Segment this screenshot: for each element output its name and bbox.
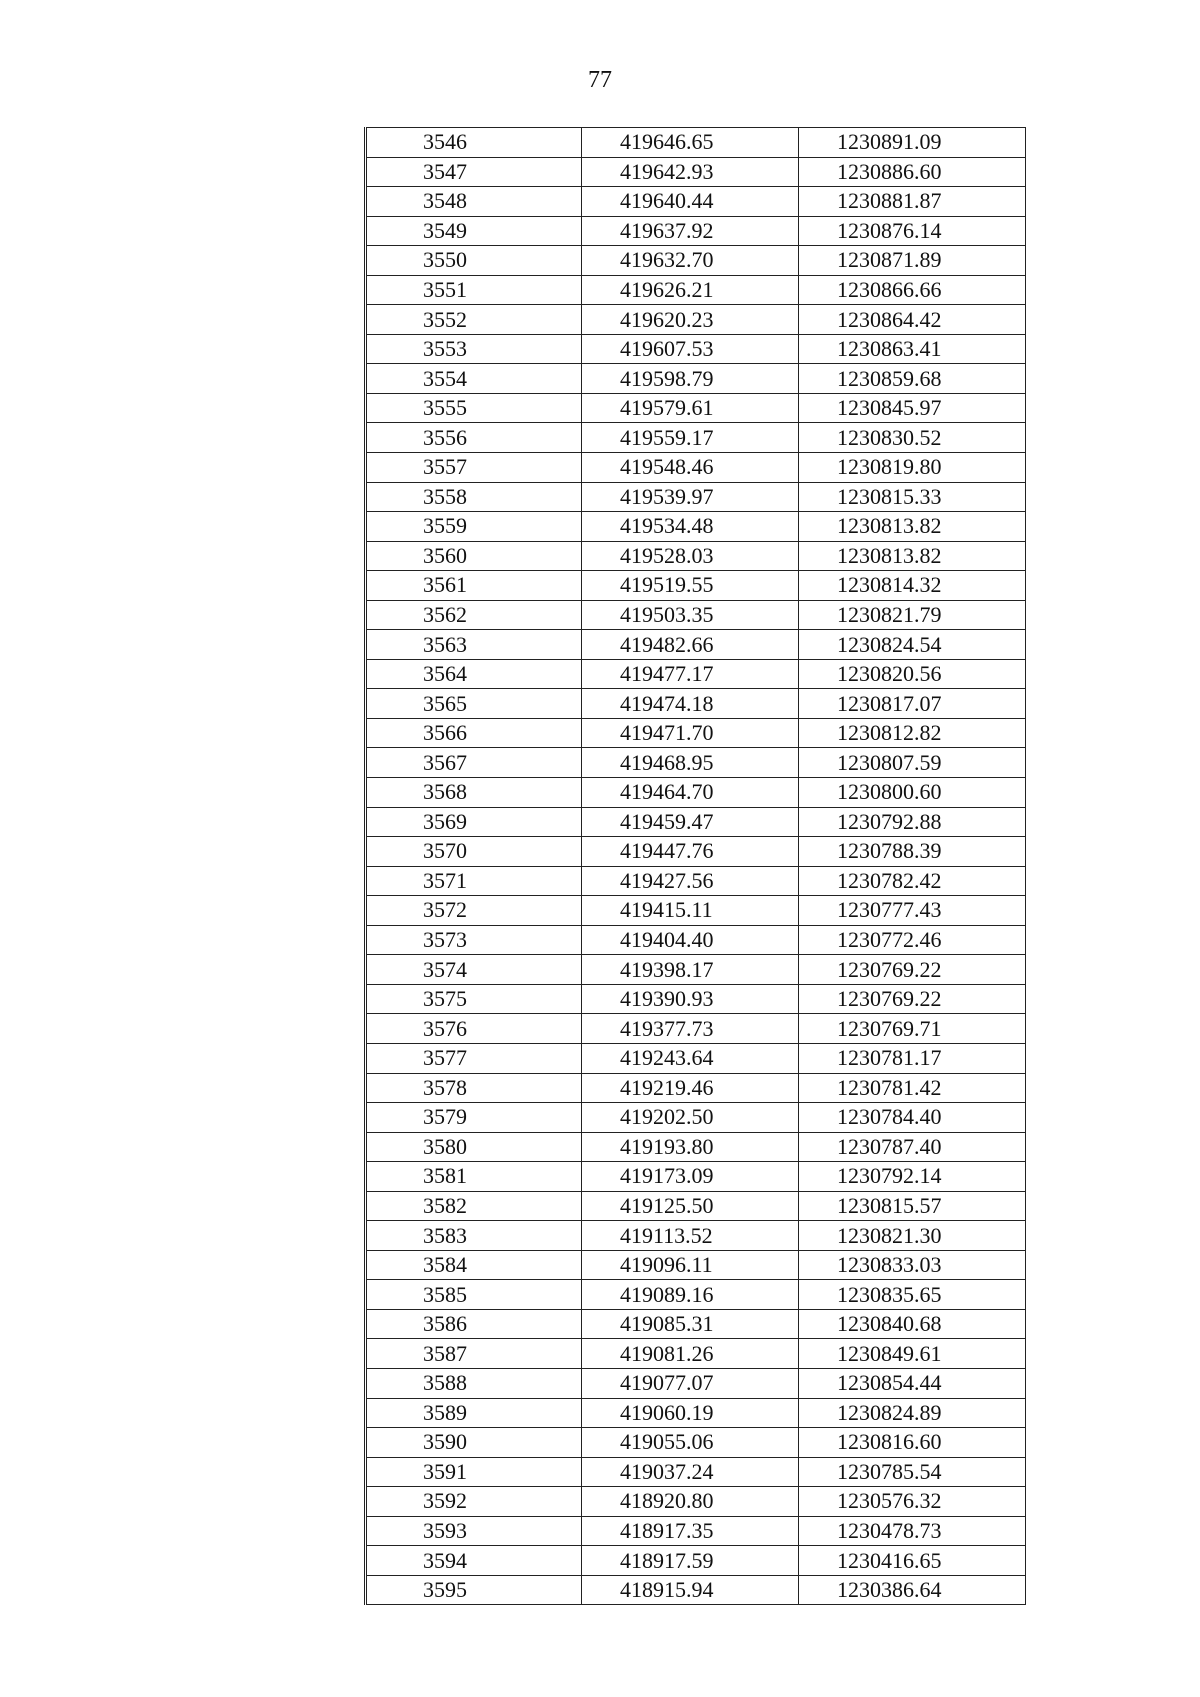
x-coordinate-cell: 419503.35: [582, 600, 799, 630]
table-row: [366, 1191, 1026, 1221]
x-coordinate-cell: 419598.79: [582, 364, 799, 394]
table-row: [366, 187, 1026, 217]
y-coordinate-cell: 1230785.54: [799, 1457, 1026, 1487]
table-row: [366, 1575, 1026, 1605]
x-coordinate-cell: 419077.07: [582, 1368, 799, 1398]
point-number-cell: 3556: [366, 423, 582, 453]
table-row: [366, 1457, 1026, 1487]
x-coordinate-cell: 419243.64: [582, 1043, 799, 1073]
table-row: [366, 1368, 1026, 1398]
y-coordinate-cell: 1230891.09: [799, 128, 1026, 158]
y-coordinate-cell: 1230812.82: [799, 718, 1026, 748]
table-row: [366, 1014, 1026, 1044]
point-number-cell: 3592: [366, 1487, 582, 1517]
x-coordinate-cell: 419559.17: [582, 423, 799, 453]
table-row: [366, 275, 1026, 305]
x-coordinate-cell: 419060.19: [582, 1398, 799, 1428]
y-coordinate-cell: 1230821.79: [799, 600, 1026, 630]
y-coordinate-cell: 1230881.87: [799, 187, 1026, 217]
y-coordinate-cell: 1230824.89: [799, 1398, 1026, 1428]
x-coordinate-cell: 419081.26: [582, 1339, 799, 1369]
y-coordinate-cell: 1230871.89: [799, 246, 1026, 276]
table-row: [366, 896, 1026, 926]
x-coordinate-cell: 419620.23: [582, 305, 799, 335]
x-coordinate-cell: 419089.16: [582, 1280, 799, 1310]
x-coordinate-cell: 419202.50: [582, 1103, 799, 1133]
y-coordinate-cell: 1230863.41: [799, 334, 1026, 364]
y-coordinate-cell: 1230478.73: [799, 1516, 1026, 1546]
x-coordinate-cell: 419607.53: [582, 334, 799, 364]
point-number-cell: 3582: [366, 1191, 582, 1221]
x-coordinate-cell: 419539.97: [582, 482, 799, 512]
table-row: [366, 984, 1026, 1014]
table-row: [366, 748, 1026, 778]
point-number-cell: 3584: [366, 1250, 582, 1280]
point-number-cell: 3579: [366, 1103, 582, 1133]
y-coordinate-cell: 1230886.60: [799, 157, 1026, 187]
x-coordinate-cell: 419579.61: [582, 393, 799, 423]
table-row: [366, 1043, 1026, 1073]
point-number-cell: 3593: [366, 1516, 582, 1546]
y-coordinate-cell: 1230769.22: [799, 984, 1026, 1014]
table-row: [366, 1280, 1026, 1310]
y-coordinate-cell: 1230866.66: [799, 275, 1026, 305]
y-coordinate-cell: 1230386.64: [799, 1575, 1026, 1605]
x-coordinate-cell: 419037.24: [582, 1457, 799, 1487]
point-number-cell: 3580: [366, 1132, 582, 1162]
point-number-cell: 3590: [366, 1428, 582, 1458]
y-coordinate-cell: 1230792.14: [799, 1162, 1026, 1192]
table-row: [366, 128, 1026, 158]
point-number-cell: 3568: [366, 778, 582, 808]
point-number-cell: 3591: [366, 1457, 582, 1487]
table-row: [366, 689, 1026, 719]
table-row: [366, 630, 1026, 660]
x-coordinate-cell: 419377.73: [582, 1014, 799, 1044]
table-row: [366, 1221, 1026, 1251]
y-coordinate-cell: 1230815.33: [799, 482, 1026, 512]
point-number-cell: 3572: [366, 896, 582, 926]
point-number-cell: 3561: [366, 571, 582, 601]
x-coordinate-cell: 419459.47: [582, 807, 799, 837]
x-coordinate-cell: 419626.21: [582, 275, 799, 305]
x-coordinate-cell: 418917.59: [582, 1546, 799, 1576]
table-row: [366, 1339, 1026, 1369]
y-coordinate-cell: 1230769.71: [799, 1014, 1026, 1044]
y-coordinate-cell: 1230830.52: [799, 423, 1026, 453]
y-coordinate-cell: 1230876.14: [799, 216, 1026, 246]
x-coordinate-cell: 419427.56: [582, 866, 799, 896]
table-row: [366, 718, 1026, 748]
x-coordinate-cell: 419534.48: [582, 512, 799, 542]
x-coordinate-cell: 419464.70: [582, 778, 799, 808]
point-number-cell: 3581: [366, 1162, 582, 1192]
point-number-cell: 3575: [366, 984, 582, 1014]
x-coordinate-cell: 419219.46: [582, 1073, 799, 1103]
point-number-cell: 3553: [366, 334, 582, 364]
point-number-cell: 3558: [366, 482, 582, 512]
table-row: [366, 423, 1026, 453]
table-row: [366, 216, 1026, 246]
table-row: [366, 512, 1026, 542]
y-coordinate-cell: 1230781.17: [799, 1043, 1026, 1073]
table-row: [366, 600, 1026, 630]
point-number-cell: 3555: [366, 393, 582, 423]
x-coordinate-cell: 419482.66: [582, 630, 799, 660]
table-row: [366, 334, 1026, 364]
y-coordinate-cell: 1230813.82: [799, 541, 1026, 571]
point-number-cell: 3554: [366, 364, 582, 394]
point-number-cell: 3577: [366, 1043, 582, 1073]
x-coordinate-cell: 419640.44: [582, 187, 799, 217]
table-row: [366, 778, 1026, 808]
point-number-cell: 3595: [366, 1575, 582, 1605]
table-row: [366, 659, 1026, 689]
x-coordinate-cell: 419637.92: [582, 216, 799, 246]
point-number-cell: 3571: [366, 866, 582, 896]
point-number-cell: 3565: [366, 689, 582, 719]
table-row: [366, 364, 1026, 394]
y-coordinate-cell: 1230807.59: [799, 748, 1026, 778]
point-number-cell: 3585: [366, 1280, 582, 1310]
y-coordinate-cell: 1230817.07: [799, 689, 1026, 719]
y-coordinate-cell: 1230820.56: [799, 659, 1026, 689]
x-coordinate-cell: 419113.52: [582, 1221, 799, 1251]
point-number-cell: 3586: [366, 1309, 582, 1339]
point-number-cell: 3587: [366, 1339, 582, 1369]
point-number-cell: 3576: [366, 1014, 582, 1044]
table-row: [366, 1428, 1026, 1458]
x-coordinate-cell: 419646.65: [582, 128, 799, 158]
y-coordinate-cell: 1230782.42: [799, 866, 1026, 896]
point-number-cell: 3546: [366, 128, 582, 158]
y-coordinate-cell: 1230769.22: [799, 955, 1026, 985]
x-coordinate-cell: 419632.70: [582, 246, 799, 276]
x-coordinate-cell: 419471.70: [582, 718, 799, 748]
y-coordinate-cell: 1230772.46: [799, 925, 1026, 955]
y-coordinate-cell: 1230854.44: [799, 1368, 1026, 1398]
y-coordinate-cell: 1230800.60: [799, 778, 1026, 808]
y-coordinate-cell: 1230815.57: [799, 1191, 1026, 1221]
table-row: [366, 925, 1026, 955]
x-coordinate-cell: 419193.80: [582, 1132, 799, 1162]
table-row: [366, 1516, 1026, 1546]
point-number-cell: 3547: [366, 157, 582, 187]
point-number-cell: 3583: [366, 1221, 582, 1251]
point-number-cell: 3570: [366, 837, 582, 867]
y-coordinate-cell: 1230849.61: [799, 1339, 1026, 1369]
point-number-cell: 3569: [366, 807, 582, 837]
x-coordinate-cell: 419125.50: [582, 1191, 799, 1221]
point-number-cell: 3560: [366, 541, 582, 571]
table-row: [366, 1546, 1026, 1576]
point-number-cell: 3550: [366, 246, 582, 276]
point-number-cell: 3578: [366, 1073, 582, 1103]
table-row: [366, 1398, 1026, 1428]
point-number-cell: 3573: [366, 925, 582, 955]
table-row: [366, 541, 1026, 571]
y-coordinate-cell: 1230824.54: [799, 630, 1026, 660]
table-row: [366, 1487, 1026, 1517]
point-number-cell: 3552: [366, 305, 582, 335]
y-coordinate-cell: 1230784.40: [799, 1103, 1026, 1133]
y-coordinate-cell: 1230814.32: [799, 571, 1026, 601]
y-coordinate-cell: 1230781.42: [799, 1073, 1026, 1103]
table-row: [366, 1309, 1026, 1339]
y-coordinate-cell: 1230792.88: [799, 807, 1026, 837]
y-coordinate-cell: 1230864.42: [799, 305, 1026, 335]
table-row: [366, 1250, 1026, 1280]
table-row: [366, 955, 1026, 985]
point-number-cell: 3562: [366, 600, 582, 630]
table-row: [366, 1132, 1026, 1162]
x-coordinate-cell: 419085.31: [582, 1309, 799, 1339]
x-coordinate-cell: 419447.76: [582, 837, 799, 867]
table-row: [366, 866, 1026, 896]
y-coordinate-cell: 1230813.82: [799, 512, 1026, 542]
table-row: [366, 1073, 1026, 1103]
table-row: [366, 482, 1026, 512]
x-coordinate-cell: 419642.93: [582, 157, 799, 187]
y-coordinate-cell: 1230416.65: [799, 1546, 1026, 1576]
y-coordinate-cell: 1230821.30: [799, 1221, 1026, 1251]
point-number-cell: 3559: [366, 512, 582, 542]
y-coordinate-cell: 1230835.65: [799, 1280, 1026, 1310]
x-coordinate-cell: 419548.46: [582, 453, 799, 483]
table-row: [366, 453, 1026, 483]
x-coordinate-cell: 419519.55: [582, 571, 799, 601]
coordinates-table: [364, 127, 1026, 1605]
point-number-cell: 3588: [366, 1368, 582, 1398]
x-coordinate-cell: 419173.09: [582, 1162, 799, 1192]
y-coordinate-cell: 1230576.32: [799, 1487, 1026, 1517]
point-number-cell: 3574: [366, 955, 582, 985]
point-number-cell: 3567: [366, 748, 582, 778]
point-number-cell: 3594: [366, 1546, 582, 1576]
table-row: [366, 1162, 1026, 1192]
table-row: [366, 1103, 1026, 1133]
x-coordinate-cell: 419390.93: [582, 984, 799, 1014]
table-row: [366, 807, 1026, 837]
y-coordinate-cell: 1230777.43: [799, 896, 1026, 926]
point-number-cell: 3589: [366, 1398, 582, 1428]
point-number-cell: 3566: [366, 718, 582, 748]
x-coordinate-cell: 419415.11: [582, 896, 799, 926]
x-coordinate-cell: 418917.35: [582, 1516, 799, 1546]
point-number-cell: 3548: [366, 187, 582, 217]
point-number-cell: 3557: [366, 453, 582, 483]
y-coordinate-cell: 1230845.97: [799, 393, 1026, 423]
table-row: [366, 305, 1026, 335]
x-coordinate-cell: 418920.80: [582, 1487, 799, 1517]
table-row: [366, 157, 1026, 187]
x-coordinate-cell: 419096.11: [582, 1250, 799, 1280]
x-coordinate-cell: 419404.40: [582, 925, 799, 955]
y-coordinate-cell: 1230788.39: [799, 837, 1026, 867]
y-coordinate-cell: 1230859.68: [799, 364, 1026, 394]
y-coordinate-cell: 1230833.03: [799, 1250, 1026, 1280]
point-number-cell: 3563: [366, 630, 582, 660]
page-number: 77: [588, 67, 612, 93]
y-coordinate-cell: 1230787.40: [799, 1132, 1026, 1162]
table-row: [366, 246, 1026, 276]
x-coordinate-cell: 419055.06: [582, 1428, 799, 1458]
point-number-cell: 3551: [366, 275, 582, 305]
x-coordinate-cell: 418915.94: [582, 1575, 799, 1605]
y-coordinate-cell: 1230816.60: [799, 1428, 1026, 1458]
table-row: [366, 393, 1026, 423]
point-number-cell: 3549: [366, 216, 582, 246]
y-coordinate-cell: 1230819.80: [799, 453, 1026, 483]
x-coordinate-cell: 419528.03: [582, 541, 799, 571]
x-coordinate-cell: 419468.95: [582, 748, 799, 778]
y-coordinate-cell: 1230840.68: [799, 1309, 1026, 1339]
point-number-cell: 3564: [366, 659, 582, 689]
x-coordinate-cell: 419474.18: [582, 689, 799, 719]
x-coordinate-cell: 419477.17: [582, 659, 799, 689]
table-row: [366, 837, 1026, 867]
x-coordinate-cell: 419398.17: [582, 955, 799, 985]
table-row: [366, 571, 1026, 601]
coordinates-table-body: [366, 128, 1026, 1605]
